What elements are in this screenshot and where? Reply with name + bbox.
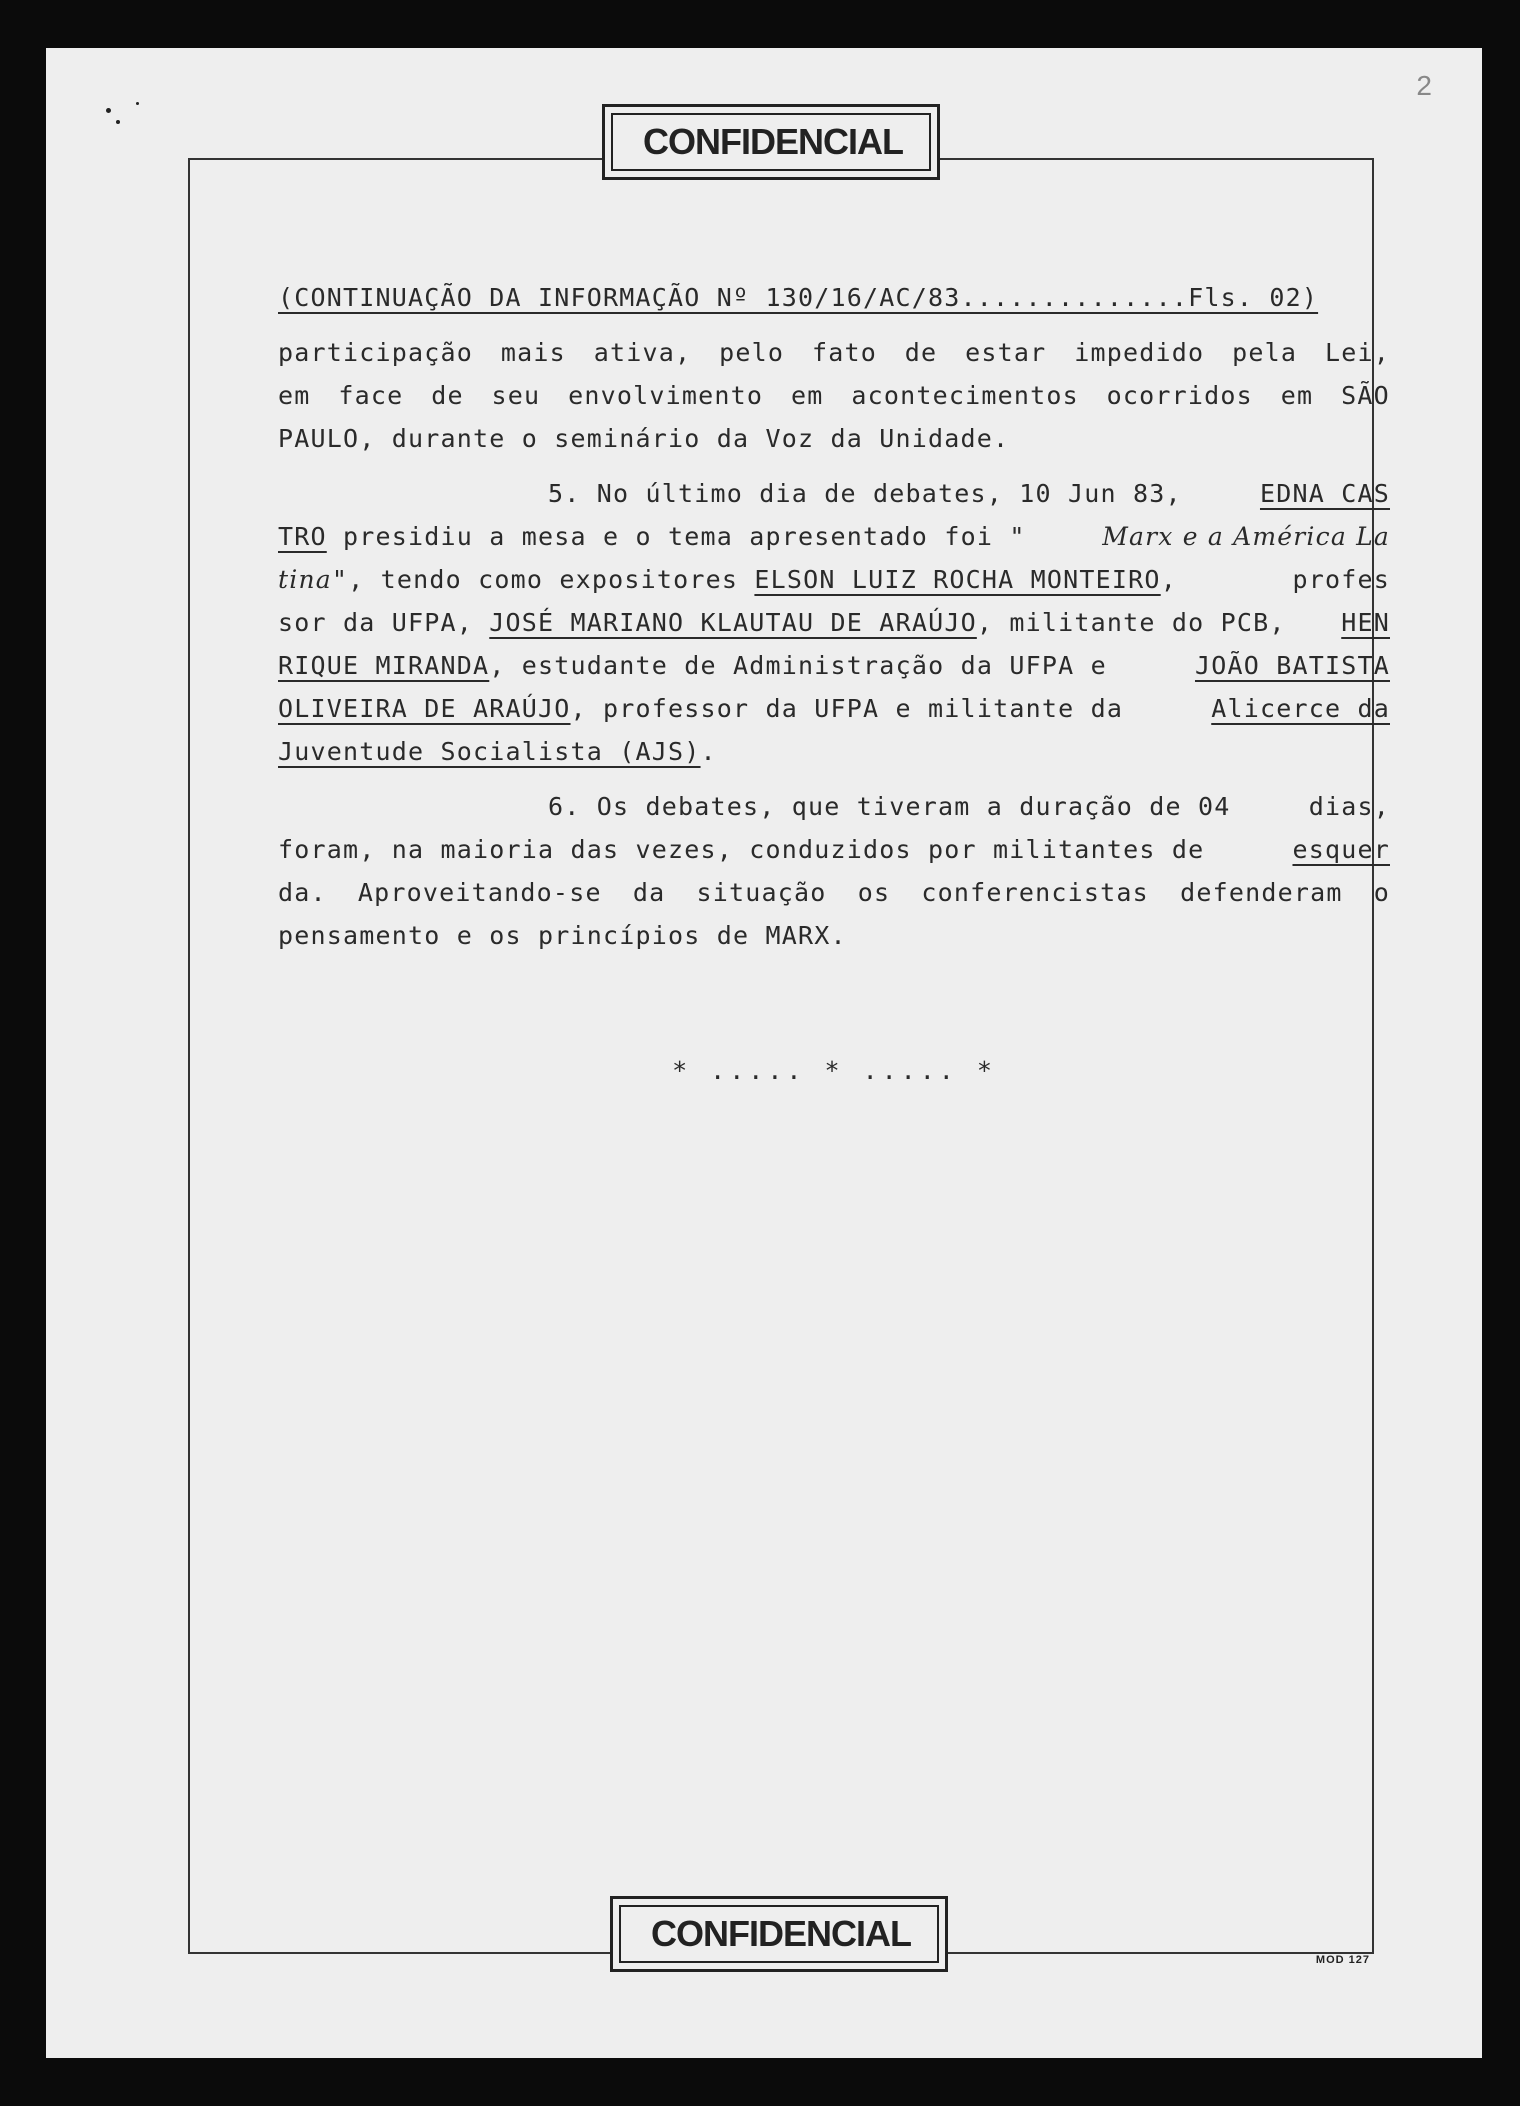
word: acontecimentos <box>851 381 1079 410</box>
paragraph-intro-line-2 <box>278 374 1390 417</box>
word: pelo <box>719 338 785 367</box>
paragraph-5-line-6: OLIVEIRA DE ARAÚJO, professor da UFPA e militante da Alicerce da <box>278 687 1390 730</box>
confidential-stamp-bottom <box>610 1896 948 1972</box>
word: envolvimento <box>568 381 764 410</box>
word: os <box>857 878 891 907</box>
paragraph-5-line-7: Juventude Socialista (AJS). <box>278 737 717 766</box>
word: em <box>1280 381 1314 410</box>
organization-name: Alicerce da <box>1211 694 1390 723</box>
word: situação <box>696 878 827 907</box>
document-body <box>278 276 1390 1085</box>
paragraph-5-line-4: sor da UFPA, JOSÉ MARIANO KLAUTAU DE ARAÚJO, militante do PCB, HEN <box>278 601 1390 644</box>
word: o <box>1373 878 1390 907</box>
paragraph-intro-line-1 <box>278 331 1390 374</box>
person-name: RIQUE MIRANDA <box>278 651 490 680</box>
word: participação <box>278 338 474 367</box>
confidential-stamp-top-text: CONFIDENCIAL <box>611 113 931 171</box>
word: em <box>278 381 311 410</box>
word: da. <box>278 878 327 907</box>
word: Lei, <box>1324 338 1390 367</box>
word: ativa, <box>593 338 692 367</box>
form-code: MOD 127 <box>1315 1954 1370 1966</box>
word: de <box>904 338 938 367</box>
person-name: JOSÉ MARIANO KLAUTAU DE ARAÚJO <box>489 608 977 637</box>
person-name: TRO <box>278 522 327 551</box>
person-name: ELSON LUIZ ROCHA MONTEIRO <box>754 565 1161 594</box>
word: mais <box>500 338 566 367</box>
word: da <box>632 878 666 907</box>
word: SÃO <box>1341 381 1390 410</box>
confidential-stamp-bottom-text: CONFIDENCIAL <box>619 1905 939 1963</box>
word: de <box>431 381 464 410</box>
end-separator: * ..... * ..... * <box>672 1056 996 1085</box>
continuation-header: (CONTINUAÇÃO DA INFORMAÇÃO Nº 130/16/AC/83..............Fls. 02) <box>278 283 1319 312</box>
word: defenderam <box>1180 878 1343 907</box>
paragraph-5-line-2: TRO presidiu a mesa e o tema apresentado foi " Marx e a América La <box>278 515 1390 558</box>
word: conferencistas <box>921 878 1149 907</box>
debate-theme: Marx e a América La <box>1102 522 1390 551</box>
word: face <box>338 381 404 410</box>
word: estar <box>965 338 1047 367</box>
person-name: HEN <box>1341 608 1390 637</box>
word: ocorridos <box>1106 381 1253 410</box>
document-page <box>46 48 1482 2058</box>
paragraph-5-line-1: 5. No último dia de debates, 10 Jun 83, EDNA CAS <box>278 472 1390 515</box>
paragraph-6-line-2: foram, na maioria das vezes, conduzidos por militantes de esquer <box>278 835 1390 864</box>
paragraph-6-line-1: 6. Os debates, que tiveram a duração de 04 dias, <box>548 792 1390 821</box>
confidential-stamp-top <box>602 104 940 180</box>
organization-name: Juventude Socialista (AJS) <box>278 737 701 766</box>
debate-theme: tina <box>278 565 332 594</box>
paragraph-6-line-4: pensamento e os princípios de MARX. <box>278 921 847 950</box>
scan-speck <box>136 102 139 105</box>
person-name: JOÃO BATISTA <box>1194 651 1390 680</box>
word: seu <box>491 381 541 410</box>
person-name: OLIVEIRA DE ARAÚJO <box>278 694 571 723</box>
word: Aproveitando-se <box>357 878 602 907</box>
scan-speck <box>116 120 120 124</box>
word: fato <box>811 338 877 367</box>
scan-speck <box>106 108 111 113</box>
word: em <box>790 381 824 410</box>
word: impedido <box>1074 338 1205 367</box>
paragraph-6-line-3 <box>278 871 1390 914</box>
paragraph-5-line-5: RIQUE MIRANDA, estudante de Administração da UFPA e JOÃO BATISTA <box>278 644 1390 687</box>
paragraph-5-line-3: tina", tendo como expositores ELSON LUIZ ROCHA MONTEIRO, profes <box>278 565 1390 594</box>
person-name: EDNA CAS <box>1259 479 1390 508</box>
page-number: 2 <box>1416 70 1432 101</box>
paragraph-intro-line-3: PAULO, durante o seminário da Voz da Unidade. <box>278 424 1010 453</box>
word: pela <box>1232 338 1298 367</box>
